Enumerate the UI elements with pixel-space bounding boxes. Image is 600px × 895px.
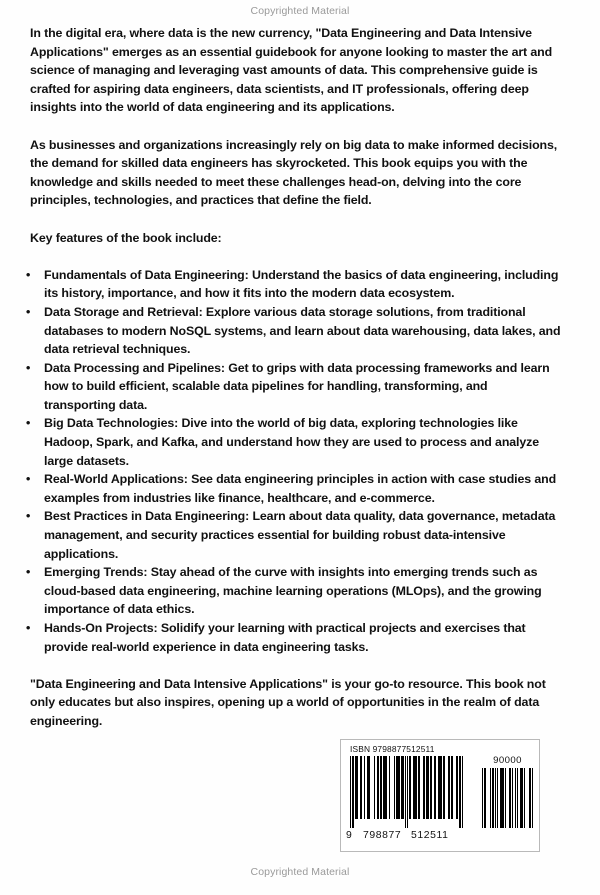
list-item (26, 359, 562, 415)
list-item-text: Data Storage and Retrieval: Explore various data storage solutions, from traditional databases to modern NoSQL systems, and learn about data warehousing, data lakes, and data retrieval techniques. (44, 304, 561, 357)
list-item-text: Hands-On Projects: Solidify your learning with practical projects and exercises that provide real-world experience in data engineering tasks. (44, 621, 526, 654)
bullet-icon: • (26, 304, 31, 319)
key-features-list (26, 266, 562, 656)
ean5-addon-barcode-icon (482, 768, 533, 828)
bullet-icon: • (26, 472, 31, 487)
ean-left-group: 798877 (363, 830, 402, 841)
blurb-paragraph-1: In the digital era, where data is the new currency, "Data Engineering and Data Intensive Applications" emerges as an essential guidebook for anyone looking to master the art and science of managing and leveraging vast amounts of data. This comprehensive guide is crafted for aspiring data engineers, data scientists, and IT professionals, offering deep insights into the world of data engineering and its applications. (30, 26, 553, 115)
list-item (26, 303, 562, 359)
list-item (26, 507, 562, 563)
list-item (26, 266, 562, 303)
list-item-text: Data Processing and Pipelines: Get to grips with data processing frameworks and learn how to build efficient, scalable data pipelines for handling, transforming, and transporting data. (44, 360, 550, 412)
copyright-notice-top: Copyrighted Material (250, 5, 350, 17)
key-features-heading: Key features of the book include: (30, 230, 222, 245)
barcode-addon-label: 90000 (493, 755, 522, 766)
isbn-barcode-block (340, 739, 540, 852)
list-item (26, 414, 562, 470)
list-item-text: Fundamentals of Data Engineering: Understand the basics of data engineering, including its history, importance, and how it fits into the modern data ecosystem. (44, 267, 559, 301)
bullet-icon: • (26, 621, 31, 635)
list-item (26, 563, 562, 619)
ean13-barcode-icon (350, 756, 463, 828)
ean-lead-digit: 9 (346, 830, 353, 841)
ean13-human-readable-digits (345, 830, 469, 843)
list-item-text: Real-World Applications: See data engineering principles in action with case studies and examples from industries like finance, healthcare, and e-commerce. (44, 472, 557, 505)
bullet-icon: • (26, 416, 31, 431)
blurb-closing-paragraph: "Data Engineering and Data Intensive Applications" is your go-to resource. This book not only educates but also inspires, opening up a world of opportunities in the realm of data engineering. (30, 676, 546, 728)
bullet-icon: • (26, 360, 31, 375)
bullet-icon: • (26, 267, 31, 282)
copyright-notice-bottom: Copyrighted Material (250, 866, 350, 878)
isbn-number-label: ISBN 9798877512511 (350, 744, 435, 754)
list-item (26, 619, 562, 656)
ean-right-group: 512511 (411, 830, 449, 841)
bullet-icon: • (26, 509, 31, 524)
list-item-text: Emerging Trends: Stay ahead of the curve with insights into emerging trends such as cloud-based data engineering, machine learning operations (MLOps), and the growing importance of data ethics. (44, 565, 542, 617)
back-cover-blurb (26, 24, 562, 731)
list-item-text: Big Data Technologies: Dive into the world of big data, exploring technologies like Hadoop, Spark, and Kafka, and understand how they are used to process and analyze large datasets. (44, 416, 539, 468)
bullet-icon: • (26, 565, 31, 580)
list-item-text: Best Practices in Data Engineering: Learn about data quality, data governance, metadata management, and security practices essential for building robust data-intensive applications. (44, 509, 556, 561)
list-item (26, 470, 562, 507)
blurb-paragraph-2: As businesses and organizations increasingly rely on big data to make informed decisions, the demand for skilled data engineers has skyrocketed. This book equips you with the knowledge and skills needed to meet these challenges head-on, delving into the core principles, technologies, and practices that define the field. (30, 137, 558, 208)
